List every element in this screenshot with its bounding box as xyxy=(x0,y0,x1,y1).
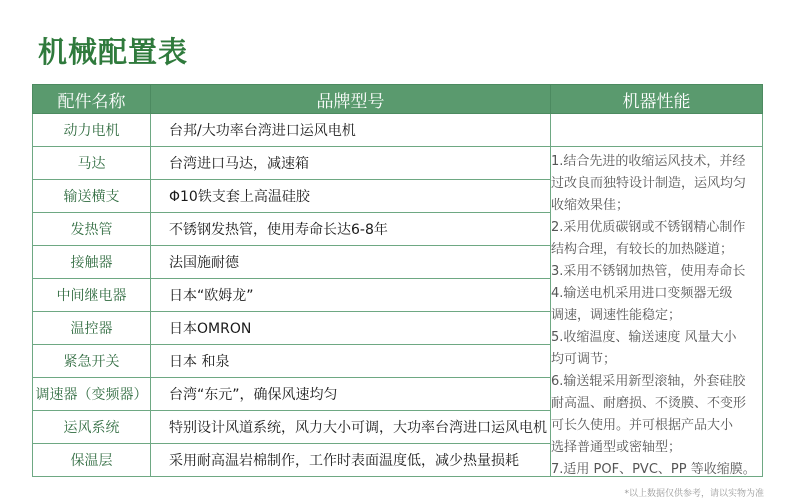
header-performance: 机器性能 xyxy=(551,85,763,114)
performance-line: 6.输送辊采用新型滚轴，外套硅胶 xyxy=(551,374,746,389)
header-part-name: 配件名称 xyxy=(33,85,151,114)
part-name-cell: 动力电机 xyxy=(33,114,151,147)
header-brand-model: 品牌型号 xyxy=(151,85,551,114)
empty-cell xyxy=(551,114,763,147)
performance-line: 调速，调速性能稳定； xyxy=(551,308,682,323)
performance-line: 1.结合先进的收缩运风技术，并经 xyxy=(551,154,746,169)
brand-model-cell: 特别设计风道系统，风力大小可调，大功率台湾进口运风电机 xyxy=(151,411,551,444)
brand-model-cell: 台湾“东元”，确保风速均匀 xyxy=(151,378,551,411)
part-name-cell: 输送横支 xyxy=(33,180,151,213)
header-row xyxy=(33,85,763,114)
performance-line: 3.采用不锈钢加热管，使用寿命长 xyxy=(551,264,746,279)
part-name-cell: 发热管 xyxy=(33,213,151,246)
performance-line: 均可调节； xyxy=(551,352,617,367)
performance-line: 收缩效果佳； xyxy=(551,198,630,213)
brand-model-cell: 法国施耐德 xyxy=(151,246,551,279)
performance-line: 耐高温、耐磨损、不烫膜、不变形 xyxy=(551,396,747,411)
brand-model-cell: 不锈钢发热管，使用寿命长达6-8年 xyxy=(151,213,551,246)
part-name-cell: 中间继电器 xyxy=(33,279,151,312)
part-name-cell: 温控器 xyxy=(33,312,151,345)
brand-model-cell: Φ10铁支套上高温硅胶 xyxy=(151,180,551,213)
performance-line: 可长久使用。并可根据产品大小 xyxy=(551,418,734,433)
performance-line: 4.输送电机采用进口变频器无级 xyxy=(551,286,733,301)
part-name-cell: 接触器 xyxy=(33,246,151,279)
disclaimer-note: *以上数据仅供参考，请以实物为准 xyxy=(624,489,764,499)
brand-model-cell: 日本 和泉 xyxy=(151,345,551,378)
brand-model-cell: 日本OMRON xyxy=(151,312,551,345)
part-name-cell: 紧急开关 xyxy=(33,345,151,378)
part-name-cell: 调速器（变频器） xyxy=(33,378,151,411)
brand-model-cell: 台湾进口马达，减速箱 xyxy=(151,147,551,180)
table-row xyxy=(33,147,763,180)
part-name-cell: 保温层 xyxy=(33,444,151,477)
brand-model-cell: 台邦/大功率台湾进口运风电机 xyxy=(151,114,551,147)
performance-list xyxy=(551,151,762,477)
brand-model-cell: 采用耐高温岩棉制作，工作时表面温度低，减少热量损耗 xyxy=(151,444,551,477)
performance-line: 过改良而独特设计制造，运风均匀 xyxy=(551,176,747,191)
performance-line: 5.收缩温度、输送速度 风量大小 xyxy=(551,330,737,345)
part-name-cell: 马达 xyxy=(33,147,151,180)
performance-line: 选择普通型或密轴型； xyxy=(551,440,682,455)
performance-line: 结构合理，有较长的加热隧道； xyxy=(551,242,734,257)
performance-cell xyxy=(551,147,763,477)
brand-model-cell: 日本“欧姆龙” xyxy=(151,279,551,312)
performance-line: 2.采用优质碳钢或不锈钢精心制作 xyxy=(551,220,746,235)
table-row xyxy=(33,114,763,147)
page-title: 机械配置表 xyxy=(38,35,189,69)
config-table xyxy=(32,84,763,477)
part-name-cell: 运风系统 xyxy=(33,411,151,444)
performance-line: 7.适用 POF、PVC、PP 等收缩膜。 xyxy=(551,462,756,477)
